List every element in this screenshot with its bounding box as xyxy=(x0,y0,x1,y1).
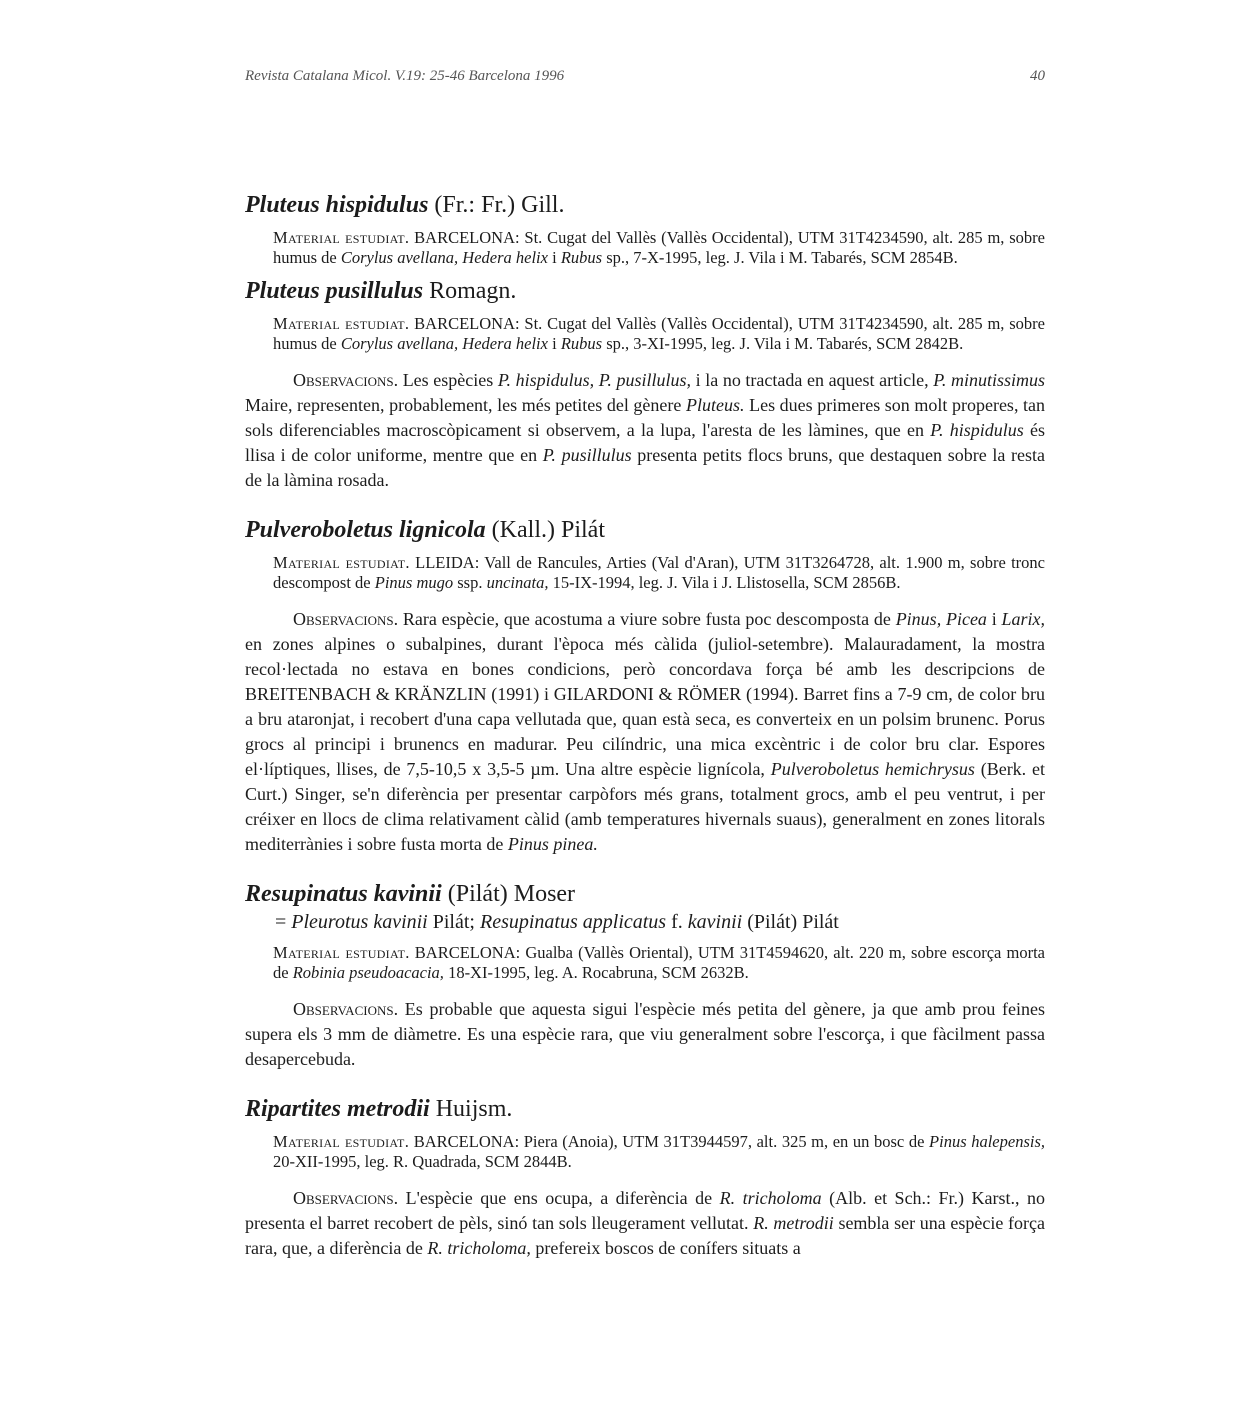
species-name: Ripartites metrodii xyxy=(245,1096,430,1122)
article-body xyxy=(245,190,1045,1261)
material-studied: Material estudiat. BARCELONA: St. Cugat del Vallès (Vallès Occidental), UTM 31T4234590, alt. 285 m, sobre humus de Corylus avellana, Hedera helix i Rubus sp., 3-XI-1995, leg. J. Vila i M. Tabarés, SCM 2842B. xyxy=(273,314,1045,353)
species-heading xyxy=(245,190,1045,220)
species-author: Romagn. xyxy=(429,278,517,304)
observations-paragraph: Observacions. L'espècie que ens ocupa, a diferència de R. tricholoma (Alb. et Sch.: Fr.) Karst., no presenta el barret recobert de pèls, sinó tan sols lleugerament vellutat. R. metrodii sembla ser una espècie força rara, que, a diferència de R. tricholoma, prefereix boscos de conífers situats a xyxy=(245,1188,1046,1258)
species-author: Huijsm. xyxy=(435,1096,513,1122)
species-heading xyxy=(245,276,1045,306)
observations-paragraph: Observacions. Les espècies P. hispidulus, P. pusillulus, i la no tractada en aquest article, P. minutissimus Maire, representen, probablement, les més petites del gènere Pluteus. Les dues primeres son molt properes, tan sols diferenciables macroscòpicament si observem, a la lupa, l'aresta de les làmines, que en P. hispidulus és llisa i de color uniforme, mentre que en P. pusillulus presenta petits flocs bruns, que destaquen sobre la resta de la làmina rosada. xyxy=(245,370,1046,490)
material-studied: Material estudiat. BARCELONA: St. Cugat del Vallès (Vallès Occidental), UTM 31T4234590, alt. 285 m, sobre humus de Corylus avellana, Hedera helix i Rubus sp., 7-X-1995, leg. J. Vila i M. Tabarés, SCM 2854B. xyxy=(273,228,1045,267)
material-studied: Material estudiat. BARCELONA: Piera (Anoia), UTM 31T3944597, alt. 325 m, en un bosc de Pinus halepensis, 20-XII-1995, leg. R. Quadrada, SCM 2844B. xyxy=(273,1132,1045,1171)
synonym-line: = Pleurotus kavinii Pilát; Resupinatus applicatus f. kavinii (Pilát) Pilát xyxy=(275,911,839,933)
journal-citation: Revista Catalana Micol. V.19: 25-46 Barcelona 1996 xyxy=(245,68,565,84)
species-author: (Pilát) Moser xyxy=(447,881,576,907)
species-author: (Fr.: Fr.) Gill. xyxy=(434,192,565,218)
species-heading xyxy=(245,879,1045,909)
page-number: 40 xyxy=(1030,68,1045,84)
species-name: Pluteus hispidulus xyxy=(245,192,429,218)
species-name: Resupinatus kavinii xyxy=(245,881,442,907)
species-name: Pluteus pusillulus xyxy=(245,278,424,304)
observations-paragraph: Observacions. Es probable que aquesta sigui l'espècie més petita del gènere, ja que amb prou feines supera els 3 mm de diàmetre. Es una espècie rara, que viu generalment sobre l'escorça, i que fàcilment passa desapercebuda. xyxy=(245,999,1046,1069)
observations-paragraph: Observacions. Rara espècie, que acostuma a viure sobre fusta poc descomposta de Pinus, Picea i Larix, en zones alpines o subalpines, durant l'època més càlida (juliol-setembre). Malauradament, la mostra recol·lectada no estava en bones condicions, però concordava força bé amb les descripcions de BREITENBACH & KRÄNZLIN (1991) i GILARDONI & RÖMER (1994). Barret fins a 7-9 cm, de color bru a bru ataronjat, i recobert d'una capa vellutada que, quan està seca, es converteix en un polsim brunenc. Porus grocs al principi i brunencs en madurar. Peu cilíndric, una mica excèntric i de color bru clar. Espores el·líptiques, llises, de 7,5-10,5 x 3,5-5 µm. Una altre espècie lignícola, Pulveroboletus hemichrysus (Berk. et Curt.) Singer, se'n diferència per presentar carpòfors més grans, totalment grocs, amb el peu ventrut, i per créixer en llocs de clima relativament càlid (amb temperatures hivernals suaus), generalment en zones litorals mediterrànies i sobre fusta morta de Pinus pinea. xyxy=(245,609,1046,854)
material-studied: Material estudiat. BARCELONA: Gualba (Vallès Oriental), UTM 31T4594620, alt. 220 m, sobre escorça morta de Robinia pseudoacacia, 18-XI-1995, leg. A. Rocabruna, SCM 2632B. xyxy=(273,943,1045,982)
species-name: Pulveroboletus lignicola xyxy=(245,517,486,543)
material-studied: Material estudiat. LLEIDA: Vall de Rancules, Arties (Val d'Aran), UTM 31T3264728, alt. 1.900 m, sobre tronc descompost de Pinus mugo ssp. uncinata, 15-IX-1994, leg. J. Vila i J. Llistosella, SCM 2856B. xyxy=(273,553,1045,592)
species-author: (Kall.) Pilát xyxy=(491,517,605,543)
species-heading xyxy=(245,515,1045,545)
species-heading xyxy=(245,1094,1045,1124)
